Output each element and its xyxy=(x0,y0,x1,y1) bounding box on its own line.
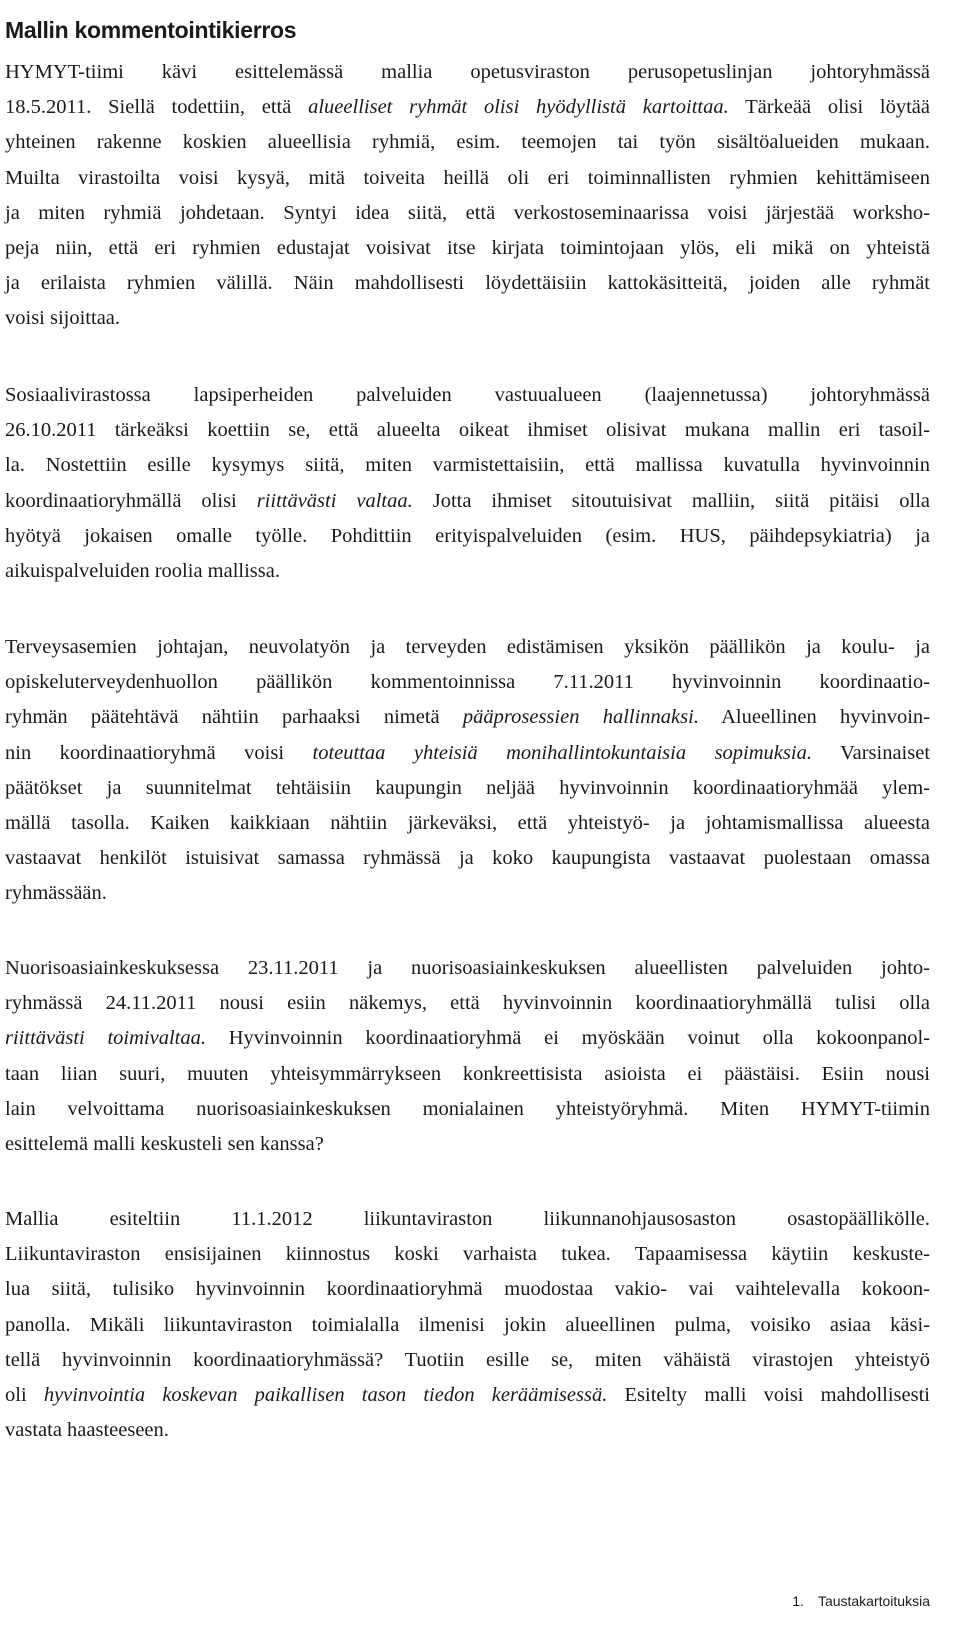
text-line xyxy=(5,1343,930,1378)
text-run: ja miten ryhmiä johdetaan. Syntyi idea siitä, että verkostoseminaarissa voisi järjestää worksho- xyxy=(5,201,930,224)
text-run: aikuispalveluiden roolia mallissa. xyxy=(5,560,280,583)
text-line xyxy=(5,1202,930,1237)
text-run: Jotta ihmiset sitoutuisivat malliin, siitä pitäisi olla xyxy=(412,489,930,512)
text-run: lua siitä, tulisiko hyvinvoinnin koordinaatioryhmä muodostaa vakio- vai vaihtelevalla kokoon- xyxy=(5,1278,930,1301)
text-run: nin koordinaatioryhmä voisi xyxy=(5,741,313,764)
text-line xyxy=(5,986,930,1021)
paragraph-3 xyxy=(5,630,930,912)
text-run: Nuorisoasiainkeskuksessa 23.11.2011 ja nuorisoasiainkeskuksen alueellisten palveluiden johto- xyxy=(5,957,930,979)
text-run: ryhmässä 24.11.2011 nousi esiin näkemys, että hyvinvoinnin koordinaatioryhmällä tulisi olla xyxy=(5,992,930,1015)
paragraph-5 xyxy=(5,1202,930,1448)
text-line xyxy=(5,736,930,771)
text-run: 18.5.2011. Siellä todettiin, että xyxy=(5,96,309,119)
text-line xyxy=(5,665,930,700)
text-run: koordinaatioryhmällä olisi xyxy=(5,489,257,512)
text-run: Muilta virastoilta voisi kysyä, mitä toiveita heillä oli eri toiminnallisten ryhmien kehittämiseen xyxy=(5,166,930,189)
text-line xyxy=(5,301,930,336)
footer-chapter-title: Taustakartoituksia xyxy=(817,1593,930,1609)
text-run: peja niin, että eri ryhmien edustajat voisivat itse kirjata toimintojaan ylös, eli mikä on yhteistä xyxy=(5,237,930,260)
text-line xyxy=(5,1308,930,1343)
text-line xyxy=(5,630,930,665)
page-title: Mallin kommentointikierros xyxy=(5,17,297,44)
text-line xyxy=(5,1378,930,1413)
text-line xyxy=(5,1092,930,1127)
text-line xyxy=(5,161,930,196)
text-line xyxy=(5,484,930,519)
text-line xyxy=(5,1413,930,1448)
text-run: mällä tasolla. Kaiken kaikkiaan nähtiin järkeväksi, että yhteistyö- ja johtamismallissa alueesta xyxy=(5,812,930,835)
page-footer xyxy=(792,1593,930,1609)
text-run: panolla. Mikäli liikuntaviraston toimialalla ilmenisi jokin alueellinen pulma, voisiko asiaa käsi- xyxy=(5,1313,930,1336)
paragraph-4 xyxy=(5,951,930,1162)
text-line xyxy=(5,55,930,90)
footer-chapter-number: 1. xyxy=(792,1593,804,1609)
emphasized-text: hyvinvointia koskevan paikallisen tason tiedon keräämisessä. xyxy=(43,1384,608,1407)
text-run: Hyvinvoinnin koordinaatioryhmä ei myöskään voinut olla kokoonpanol- xyxy=(205,1027,930,1050)
text-line xyxy=(5,951,930,986)
text-run: taan liian suuri, muuten yhteisymmärrykseen konkreettisista asioista ei päästäisi. Esiin nousi xyxy=(5,1062,930,1085)
text-line xyxy=(5,700,930,735)
text-line xyxy=(5,519,930,554)
text-run: päätökset ja suunnitelmat tehtäisiin kaupungin neljää hyvinvoinnin koordinaatioryhmää ylem- xyxy=(5,776,930,799)
text-line xyxy=(5,876,930,911)
text-line xyxy=(5,413,930,448)
text-run: Sosiaalivirastossa lapsiperheiden palveluiden vastuualueen (laajennetussa) johtoryhmässä xyxy=(5,384,930,406)
text-line xyxy=(5,1272,930,1307)
text-run: ja erilaista ryhmien välillä. Näin mahdollisesti löydettäisiin kattokäsitteitä, joiden alle ryhmät xyxy=(5,272,930,295)
emphasized-text: pääprosessien hallinnaksi. xyxy=(462,706,699,729)
text-run: Tärkeää olisi löytää xyxy=(728,96,931,119)
text-run: tellä hyvinvoinnin koordinaatioryhmässä? Tuotiin esille se, miten vähäistä virastojen yhteistyö xyxy=(5,1348,930,1371)
text-line xyxy=(5,1237,930,1272)
text-run: ryhmän päätehtävä nähtiin parhaaksi nimetä xyxy=(5,706,463,729)
paragraph-1 xyxy=(5,55,930,337)
text-run: HYMYT-tiimi kävi esittelemässä mallia opetusviraston perusopetuslinjan johtoryhmässä xyxy=(5,61,930,83)
text-run: Varsinaiset xyxy=(811,741,931,764)
text-run: 26.10.2011 tärkeäksi koettiin se, että alueelta oikeat ihmiset olisivat mukana mallin eri tasoil- xyxy=(5,419,930,442)
text-run: hyötyä jokaisen omalle työlle. Pohdittiin erityispalveluiden (esim. HUS, päihdepsykiatria) ja xyxy=(5,524,930,547)
text-line xyxy=(5,1057,930,1092)
paragraph-2 xyxy=(5,378,930,589)
text-run: ryhmässään. xyxy=(5,882,107,905)
emphasized-text: toteuttaa yhteisiä monihallintokuntaisia sopimuksia. xyxy=(312,741,812,764)
emphasized-text: alueelliset ryhmät olisi hyödyllistä kartoittaa. xyxy=(308,96,729,119)
text-run: Liikuntaviraston ensisijainen kiinnostus koski varhaista tukea. Tapaamisessa käytiin keskuste- xyxy=(5,1243,930,1266)
text-run: vastaavat henkilöt istuisivat samassa ryhmässä ja koko kaupungista vastaavat puolestaan omassa xyxy=(5,847,930,870)
text-line xyxy=(5,196,930,231)
text-run: lain velvoittama nuorisoasiainkeskuksen monialainen yhteistyöryhmä. Miten HYMYT-tiimin xyxy=(5,1097,930,1120)
text-line xyxy=(5,554,930,589)
text-line xyxy=(5,1021,930,1056)
text-line xyxy=(5,1127,930,1162)
text-run: oli xyxy=(5,1384,44,1407)
text-run: Esitelty malli voisi mahdollisesti xyxy=(607,1384,930,1407)
text-line xyxy=(5,448,930,483)
text-line xyxy=(5,771,930,806)
text-run: yhteinen rakenne koskien alueellisia ryhmiä, esim. teemojen tai työn sisältöalueiden mukaan. xyxy=(5,131,930,154)
text-line xyxy=(5,841,930,876)
text-line xyxy=(5,806,930,841)
text-run: la. Nostettiin esille kysymys siitä, miten varmistettaisiin, että mallissa kuvatulla hyvinvoinnin xyxy=(5,454,930,477)
text-run: Mallia esiteltiin 11.1.2012 liikuntaviraston liikunnanohjausosaston osastopäällikölle. xyxy=(5,1208,930,1230)
text-run: voisi sijoittaa. xyxy=(5,307,121,330)
text-line xyxy=(5,90,930,125)
text-run: Alueellinen hyvinvoin- xyxy=(698,706,930,729)
text-run: Terveysasemien johtajan, neuvolatyön ja terveyden edistämisen yksikön päällikön ja koulu- ja xyxy=(5,636,930,658)
text-run: opiskeluterveydenhuollon päällikön kommentoinnissa 7.11.2011 hyvinvoinnin koordinaatio- xyxy=(5,671,930,694)
text-run: vastata haasteeseen. xyxy=(5,1419,169,1442)
text-line xyxy=(5,378,930,413)
text-line xyxy=(5,231,930,266)
text-line xyxy=(5,266,930,301)
emphasized-text: riittävästi toimivaltaa. xyxy=(5,1027,206,1050)
text-run: esittelemä malli keskusteli sen kanssa? xyxy=(5,1133,324,1156)
text-line xyxy=(5,125,930,160)
emphasized-text: riittävästi valtaa. xyxy=(256,489,413,512)
